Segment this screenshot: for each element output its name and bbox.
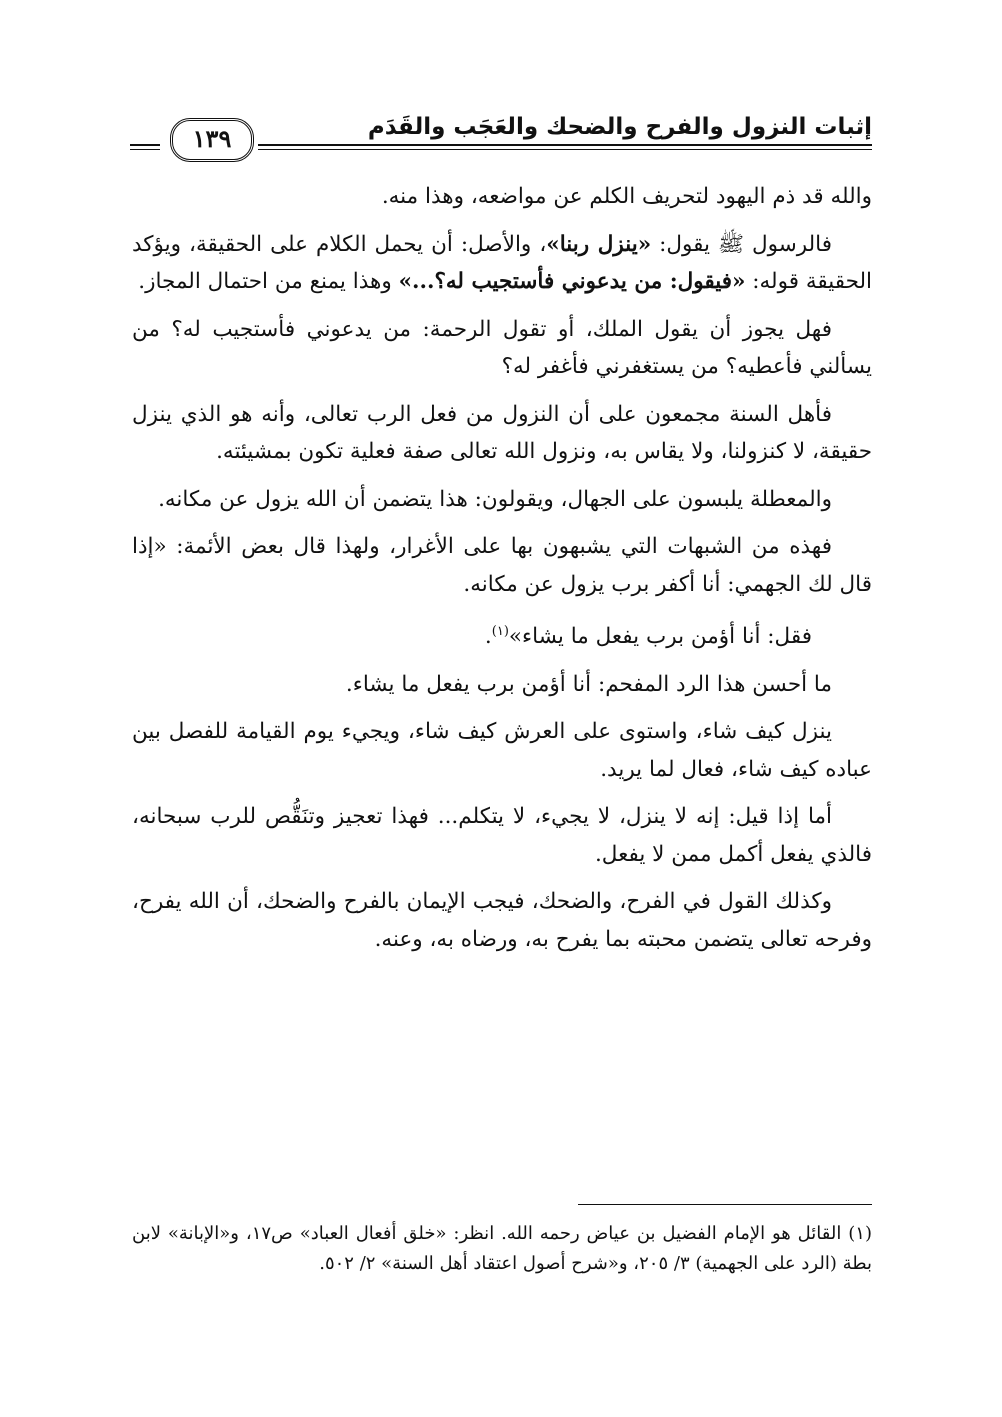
paragraph-7-text: فقل: أنا أؤمن برب يفعل ما يشاء» <box>508 624 812 650</box>
paragraph-3: فهل يجوز أن يقول الملك، أو تقول الرحمة: من يدعوني فأستجيب له؟ من يسألني فأعطيه؟ من يستغفرني فأغفر له؟ <box>132 316 872 379</box>
running-title: إثبات النزول والفرح والضحك والعَجَب والقَدَم <box>367 114 872 140</box>
paragraph-2 <box>132 226 872 301</box>
page-header <box>130 104 872 164</box>
footnote-rule <box>578 1204 872 1205</box>
paragraph-9: ينزل كيف شاء، واستوى على العرش كيف شاء، ويجيء يوم القيامة للفصل بين عباده كيف شاء، فعال لما يريد. <box>132 719 872 782</box>
paragraph-7-end: . <box>484 624 492 650</box>
paragraph-7 <box>132 613 872 656</box>
paragraph-6: فهذه من الشبهات التي يشبهون بها على الأغرار، ولهذا قال بعض الأئمة: «إذا قال لك الجهمي: أنا أكفر برب يزول عن مكانه. <box>132 534 872 597</box>
paragraph-4: فأهل السنة مجمعون على أن النزول من فعل الرب تعالى، وأنه هو الذي ينزل حقيقة، لا كنزولنا، ولا يقاس به، ونزول الله تعالى صفة فعلية تكون بمشيئته. <box>132 401 872 464</box>
paragraph-5: والمعطلة يلبسون على الجهال، ويقولون: هذا يتضمن أن الله يزول عن مكانه. <box>158 486 832 512</box>
hadith-quote-2: «فيقول: من يدعوني فأستجيب له؟...» <box>398 269 746 294</box>
footnote-ref: (١) <box>491 624 509 639</box>
main-text <box>132 178 872 968</box>
paragraph-2-e: وهذا يمنع من احتمال المجاز. <box>138 269 399 294</box>
page-number: ١٣٩ <box>170 118 254 162</box>
paragraph-10: أما إذا قيل: إنه لا ينزل، لا يجيء، لا يتكلم... فهذا تعجيز وتنَقُّص للرب سبحانه، فالذي يفعل أكمل ممن لا يفعل. <box>132 804 872 867</box>
paragraph-2-a: فالرسول ﷺ يقول: <box>651 231 832 257</box>
paragraph-11: وكذلك القول في الفرح، والضحك، فيجب الإيمان بالفرح والضحك، أن الله يفرح، وفرحه تعالى يتضمن محبته بما يفرح به، ورضاه به، وعنه. <box>132 889 872 952</box>
hadith-quote-1: «ينزل ربنا» <box>546 231 652 257</box>
paragraph-1: والله قد ذم اليهود لتحريف الكلم عن مواضعه، وهذا منه. <box>381 184 872 209</box>
paragraph-8: ما أحسن هذا الرد المفحم: أنا أؤمن برب يفعل ما يشاء. <box>345 671 832 697</box>
footnote: (١) القائل هو الإمام الفضيل بن عياض رحمه الله. انظر: «خلق أفعال العباد» ص١٧، و«الإبانة» لابن بطة (الرد على الجهمية) ٣/ ٢٠٥، و«شرح أصول اعتقاد أهل السنة» ٢/ ٥٠٢. <box>132 1223 872 1274</box>
paragraph-2-c: ، والأصل: أن يحمل الكلام على الحقيقة، ويؤكد الحقيقة قوله: <box>132 231 872 294</box>
